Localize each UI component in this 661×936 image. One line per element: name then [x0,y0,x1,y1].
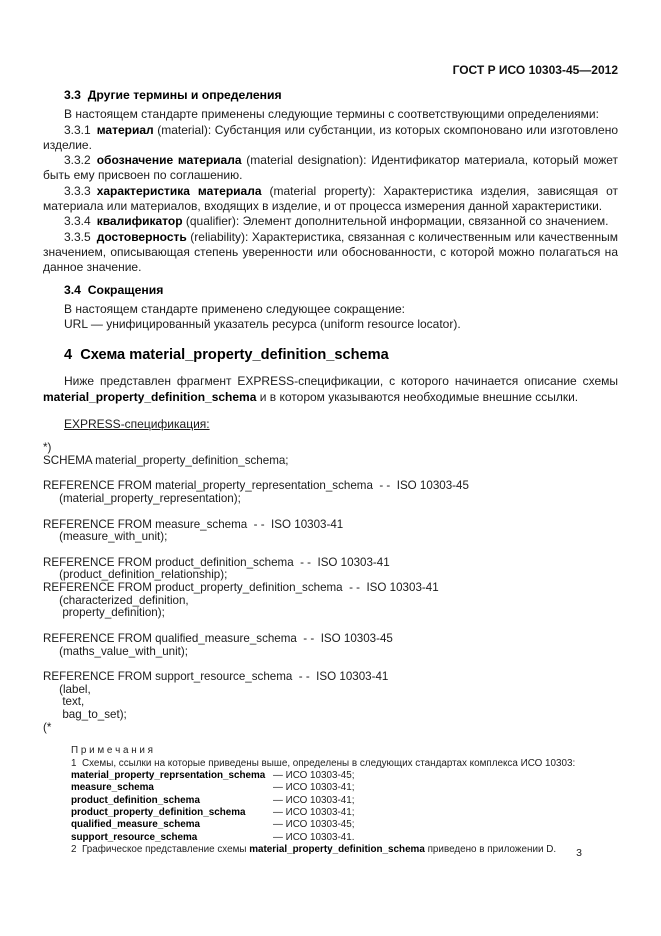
note-1: 1 Схемы, ссылки на которые приведены выше, определены в следующих стандартах комплекса ИСО 10303: [71,757,576,769]
page-content [43,88,618,856]
term-number: 3.3.3 [64,183,91,198]
heading-3-3: 3.3 Другие термины и определения [64,88,282,102]
schema-name: product_definition_schema [71,794,200,806]
schema-standard: — ИСО 10303-41; [273,794,355,806]
abbr-url: URL — унифицированный указатель ресурса (uniform resource locator). [64,317,461,332]
term-name: квалификатор [96,214,183,229]
term-name: характеристика материала [96,183,262,198]
note-2 [71,844,618,856]
schema-name: measure_schema [71,782,154,794]
code-line: property_definition); [43,606,165,620]
terms-intro: В настоящем стандарте применены следующие термины с соответствующими определениями: [64,107,599,122]
note-2-text-tail: приведено в приложении D. [424,843,557,855]
code-line: REFERENCE FROM material_property_representation_schema - - ISO 10303-45 [43,479,469,493]
term-number: 3.3.2 [64,153,91,168]
express-spec-label-text: EXPRESS-спецификация: [64,417,210,432]
code-line: *) [43,441,52,455]
schema-standard: — ИСО 10303-41; [273,806,355,818]
code-line: REFERENCE FROM product_property_definition_schema - - ISO 10303-41 [43,581,439,595]
page-number: 3 [576,847,582,859]
code-line: (maths_value_with_unit); [43,644,188,658]
code-line: REFERENCE FROM support_resource_schema - - ISO 10303-41 [43,669,389,683]
page-header [43,0,618,77]
schema-intro-text-tail: и в котором указываются необходимые внешние ссылки. [256,389,579,404]
code-line [43,544,618,557]
code-line: (label, [43,682,91,696]
schema-standard: — ИСО 10303-41; [273,782,355,794]
code-line: SCHEMA material_property_definition_schema; [43,454,289,468]
term-number: 3.3.4 [64,214,91,229]
schema-standard: — ИСО 10303-41. [273,831,355,843]
term-name: достоверность [96,229,187,244]
express-code-block [43,442,618,734]
schema-standard-row [71,819,618,831]
notes-section [71,745,618,856]
term-number: 3.3.1 [64,122,91,137]
term-definition: (material designation): Идентификатор материала, который может быть ему присвоен по соглашению. [43,153,618,183]
code-line: REFERENCE FROM measure_schema - - ISO 10303-41 [43,517,344,531]
heading-3-4: 3.4 Сокращения [64,282,164,297]
note-2-schema-name: material_property_definition_schema [249,843,425,855]
schema-name: material_property_reprsentation_schema [71,770,266,782]
schema-standard-row [71,807,618,819]
term-definition: (material): Субстанция или субстанции, из которых скомпоновано или изготовлено изделие. [43,122,618,152]
express-spec-label [43,417,618,432]
note-2-text: 2 Графическое представление схемы [71,843,250,855]
schema-intro-text: Ниже представлен фрагмент EXPRESS-спецификации, с которого начинается описание схемы [64,374,618,389]
term-definition: (material property): Характеристика изделия, зависящая от материала или материалов, входящих в изделие, и от процесса измерения данной характеристики. [43,183,618,214]
schema-standard-row [71,770,618,782]
schema-standard-row [71,832,618,844]
schema-standard: — ИСО 10303-45; [273,770,355,782]
code-line: (measure_with_unit); [43,530,168,544]
schema-name: product_property_definition_schema [71,806,246,818]
code-line: REFERENCE FROM product_definition_schema - - ISO 10303-41 [43,555,390,569]
code-line [43,506,618,519]
schema-standard-row [71,782,618,794]
term-definition: (reliability): Характеристика, связанная с количественным или качественным значением, описывающая степень уверенности или обоснованности, с которой можно полагаться на данное значение. [43,229,618,275]
code-line: (* [43,720,52,734]
schema-standard-row [71,795,618,807]
term-3-3-3 [43,184,618,215]
term-name: обозначение материала [96,153,242,168]
term-3-3-4 [43,214,618,229]
doc-code: ГОСТ Р ИСО 10303-45—2012 [452,63,618,77]
notes-label: П р и м е ч а н и я [71,745,154,757]
term-definition: (qualifier): Элемент дополнительной информации, связанной со значением. [182,214,609,229]
term-3-3-1 [43,123,618,154]
schema-name-inline: material_property_definition_schema [43,389,257,404]
code-line: (characterized_definition, [43,593,189,607]
term-number: 3.3.5 [64,229,91,244]
term-3-3-5 [43,230,618,276]
code-line: REFERENCE FROM qualified_measure_schema - - ISO 10303-45 [43,631,393,645]
code-line: bag_to_set); [43,708,127,722]
code-line: text, [43,695,85,709]
code-line: (product_definition_relationship); [43,568,228,582]
code-line: (material_property_representation); [43,492,241,506]
schema-name: support_resource_schema [71,831,198,843]
schema-intro-paragraph [43,374,618,405]
schema-name: qualified_measure_schema [71,819,200,831]
term-name: материал [96,122,154,137]
abbr-intro: В настоящем стандарте применено следующее сокращение: [64,301,406,316]
heading-4: 4 Схема material_property_definition_schema [64,347,389,364]
code-line [43,620,618,633]
term-3-3-2 [43,153,618,184]
schema-standard: — ИСО 10303-45; [273,819,355,831]
